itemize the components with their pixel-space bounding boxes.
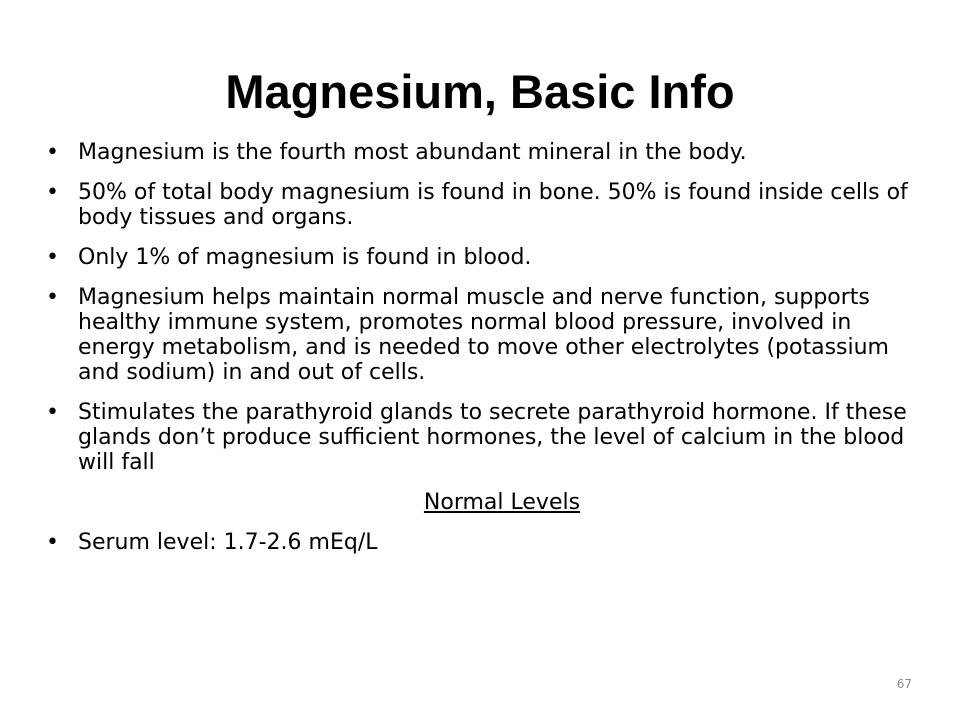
- bullet-item: [46, 245, 926, 270]
- bullet-icon: •: [46, 285, 59, 310]
- bullet-text: Only 1% of magnesium is found in blood.: [78, 245, 532, 270]
- bullet-list: [46, 140, 926, 475]
- slide-title: Magnesium, Basic Info: [225, 65, 735, 118]
- bullet-item: [46, 400, 926, 475]
- bullet-item: [46, 530, 926, 555]
- bullet-text: Serum level: 1.7-2.6 mEq/L: [78, 530, 378, 555]
- page-number: 67: [896, 677, 912, 691]
- subheading-text: Normal Levels: [423, 490, 581, 515]
- bullet-list-bottom: [46, 530, 926, 555]
- bullet-item: [46, 140, 926, 165]
- bullet-item: [46, 285, 926, 385]
- bullet-item: [46, 180, 926, 230]
- bullet-icon: •: [46, 400, 59, 425]
- bullet-icon: •: [46, 180, 59, 205]
- bullet-text: 50% of total body magnesium is found in bone. 50% is found inside cells of body tissues and organs.: [78, 180, 908, 230]
- bullet-icon: •: [46, 245, 59, 270]
- bullet-text: Magnesium is the fourth most abundant mineral in the body.: [78, 140, 747, 165]
- slide-content: [46, 140, 926, 570]
- bullet-text: Stimulates the parathyroid glands to secrete parathyroid hormone. If these glands don’t produce sufficient hormones, the level of calcium in the blood will fall: [78, 400, 907, 475]
- bullet-icon: •: [46, 140, 59, 165]
- bullet-text: Magnesium helps maintain normal muscle and nerve function, supports healthy immune system, promotes normal blood pressure, involved in energy metabolism, and is needed to move other electrolytes (potassium and sodium) in and out of cells.: [78, 285, 889, 385]
- normal-levels-heading: [46, 490, 926, 515]
- bullet-icon: •: [46, 530, 59, 555]
